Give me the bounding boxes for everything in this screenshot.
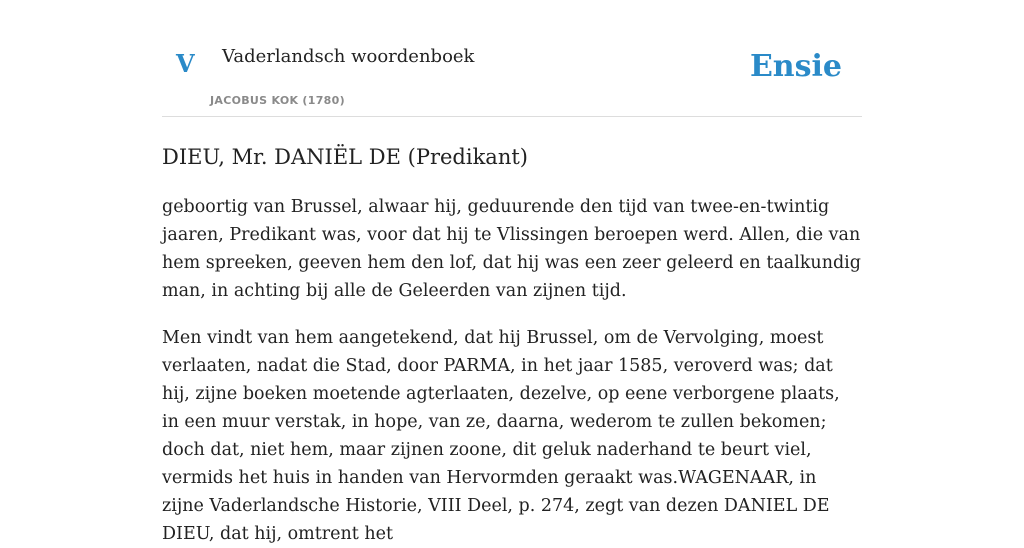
- page-container: [162, 0, 862, 548]
- entry-body: [162, 193, 862, 548]
- book-title-link[interactable]: Vaderlandsch woordenboek: [222, 46, 475, 67]
- book-logo-icon[interactable]: V: [176, 49, 195, 78]
- site-logo[interactable]: Ensie: [749, 49, 842, 84]
- book-author: JACOBUS KOK (1780): [210, 94, 345, 107]
- entry-paragraph: Men vindt van hem aangetekend, dat hij Brussel, om de Vervolging, moest verlaaten, nadat die Stad, door PARMA, in het jaar 1585, veroverd was; dat hij, zijne boeken moetende agterlaaten, dezelve, op eene verborgene plaats, in een muur verstak, in hope, van ze, daarna, wederom te zullen bekomen; doch dat, niet hem, maar zijnen zoone, dit geluk naderhand te beurt viel, vermids het huis in handen van Hervormden geraakt was.WAGENAAR, in zijne Vaderlandsche Historie, VIII Deel, p. 274, zegt van dezen DANIEL DE DIEU, dat hij, omtrent het: [162, 328, 840, 544]
- entry-title: DIEU, Mr. DANIËL DE (Predikant): [162, 145, 528, 169]
- entry-paragraph: geboortig van Brussel, alwaar hij, geduurende den tijd van twee-en-twintig jaaren, Predikant was, voor dat hij te Vlissingen beroepen werd. Allen, die van hem spreeken, geeven hem den lof, dat hij was een zeer geleerd en taalkundig man, in achting bij alle de Geleerden van zijnen tijd.: [162, 197, 861, 301]
- book-header: [162, 0, 862, 117]
